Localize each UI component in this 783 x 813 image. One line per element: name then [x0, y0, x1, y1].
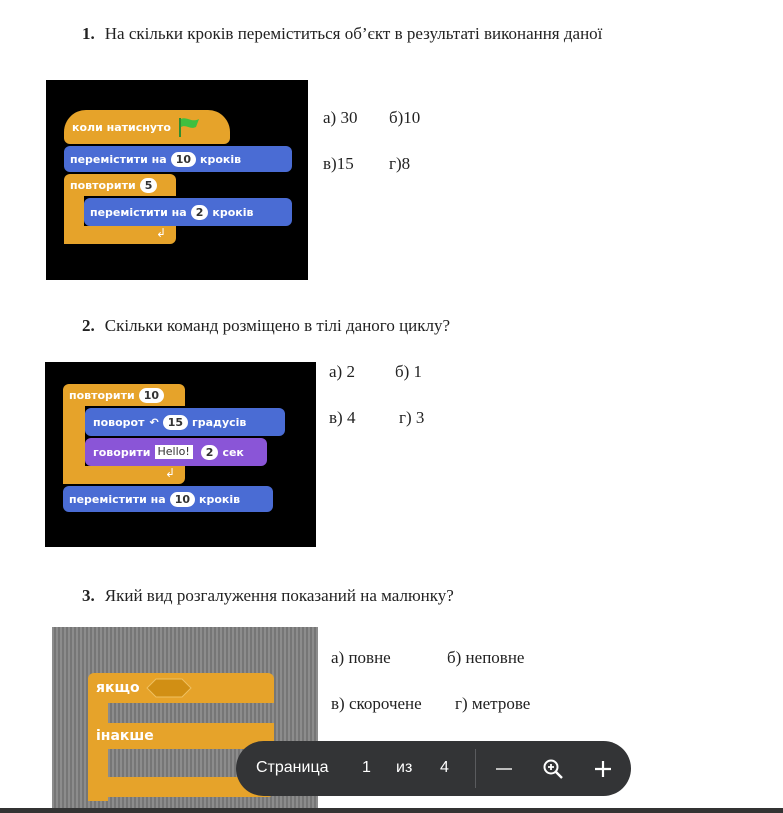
question-3-title [82, 586, 454, 606]
option-b[interactable]: б)10 [389, 108, 421, 127]
question-2-number: 2. [82, 316, 95, 335]
question-2-text: Скільки команд розміщено в тілі даного циклу? [104, 316, 451, 335]
option-c[interactable]: в) 4 [329, 408, 356, 427]
repeat-end [63, 466, 185, 484]
move-block: перемістити на 10 кроків [64, 146, 292, 172]
repeat-block: повторити 5 [64, 174, 176, 196]
question-1-title [82, 24, 602, 44]
page-label: Страница [256, 759, 329, 776]
minus-icon [494, 759, 514, 779]
option-d[interactable]: г)8 [389, 154, 411, 173]
page-current[interactable]: 1 [362, 759, 371, 776]
move-inner-block: перемістити на 2 кроків [84, 198, 292, 226]
zoom-in-icon [542, 758, 564, 780]
page-total: 4 [440, 759, 449, 776]
question-1-options-row-2 [323, 154, 410, 174]
loop-arrow-icon: ↲ [164, 466, 175, 480]
option-c[interactable]: в)15 [323, 154, 354, 173]
repeat-block: повторити 10 [63, 384, 185, 406]
option-b[interactable]: б) неповне [447, 648, 525, 667]
question-1-image [46, 80, 308, 280]
option-b[interactable]: б) 1 [395, 362, 423, 381]
else-block: інакше [88, 723, 274, 749]
if-block: якщо [88, 673, 274, 703]
bottom-border [0, 808, 783, 813]
turn-block: поворот ↶ 15 градусів [85, 408, 285, 436]
option-a[interactable]: а) 30 [323, 108, 358, 127]
question-1-text: На скільки кроків переміститься об’єкт в результаті виконання даної [104, 24, 603, 43]
zoom-in-button[interactable] [587, 753, 619, 785]
question-3-text: Який вид розгалуження показаний на малюнку? [104, 586, 454, 605]
option-c[interactable]: в) скорочене [331, 694, 422, 713]
question-1-number: 1. [82, 24, 95, 43]
question-2-title [82, 316, 450, 336]
rotate-left-icon: ↶ [149, 415, 159, 429]
zoom-out-button[interactable] [488, 753, 520, 785]
option-a[interactable]: а) повне [331, 648, 391, 667]
question-1-options-row-1 [323, 108, 420, 128]
page-toolbar [236, 741, 631, 796]
option-a[interactable]: а) 2 [329, 362, 355, 381]
toolbar-divider [475, 749, 476, 788]
move-block: перемістити на 10 кроків [63, 486, 273, 512]
question-3-options-row-2 [331, 694, 530, 714]
question-2-image [45, 362, 316, 547]
say-block: говорити Hello! 2 сек [85, 438, 267, 466]
option-d[interactable]: г) метрове [455, 694, 531, 713]
loop-arrow-icon: ↲ [155, 226, 166, 240]
repeat-end [64, 226, 176, 244]
hat-block: коли натиснуто [64, 110, 230, 144]
question-2-options-row-1 [329, 362, 422, 382]
condition-slot-icon [146, 678, 192, 698]
green-flag-icon [177, 116, 201, 138]
page-of-label: из [396, 759, 413, 776]
question-3-number: 3. [82, 586, 95, 605]
option-d[interactable]: г) 3 [399, 408, 425, 427]
zoom-fit-button[interactable] [537, 753, 569, 785]
plus-icon [593, 759, 613, 779]
question-2-options-row-2 [329, 408, 424, 428]
question-3-options-row-1 [331, 648, 524, 668]
